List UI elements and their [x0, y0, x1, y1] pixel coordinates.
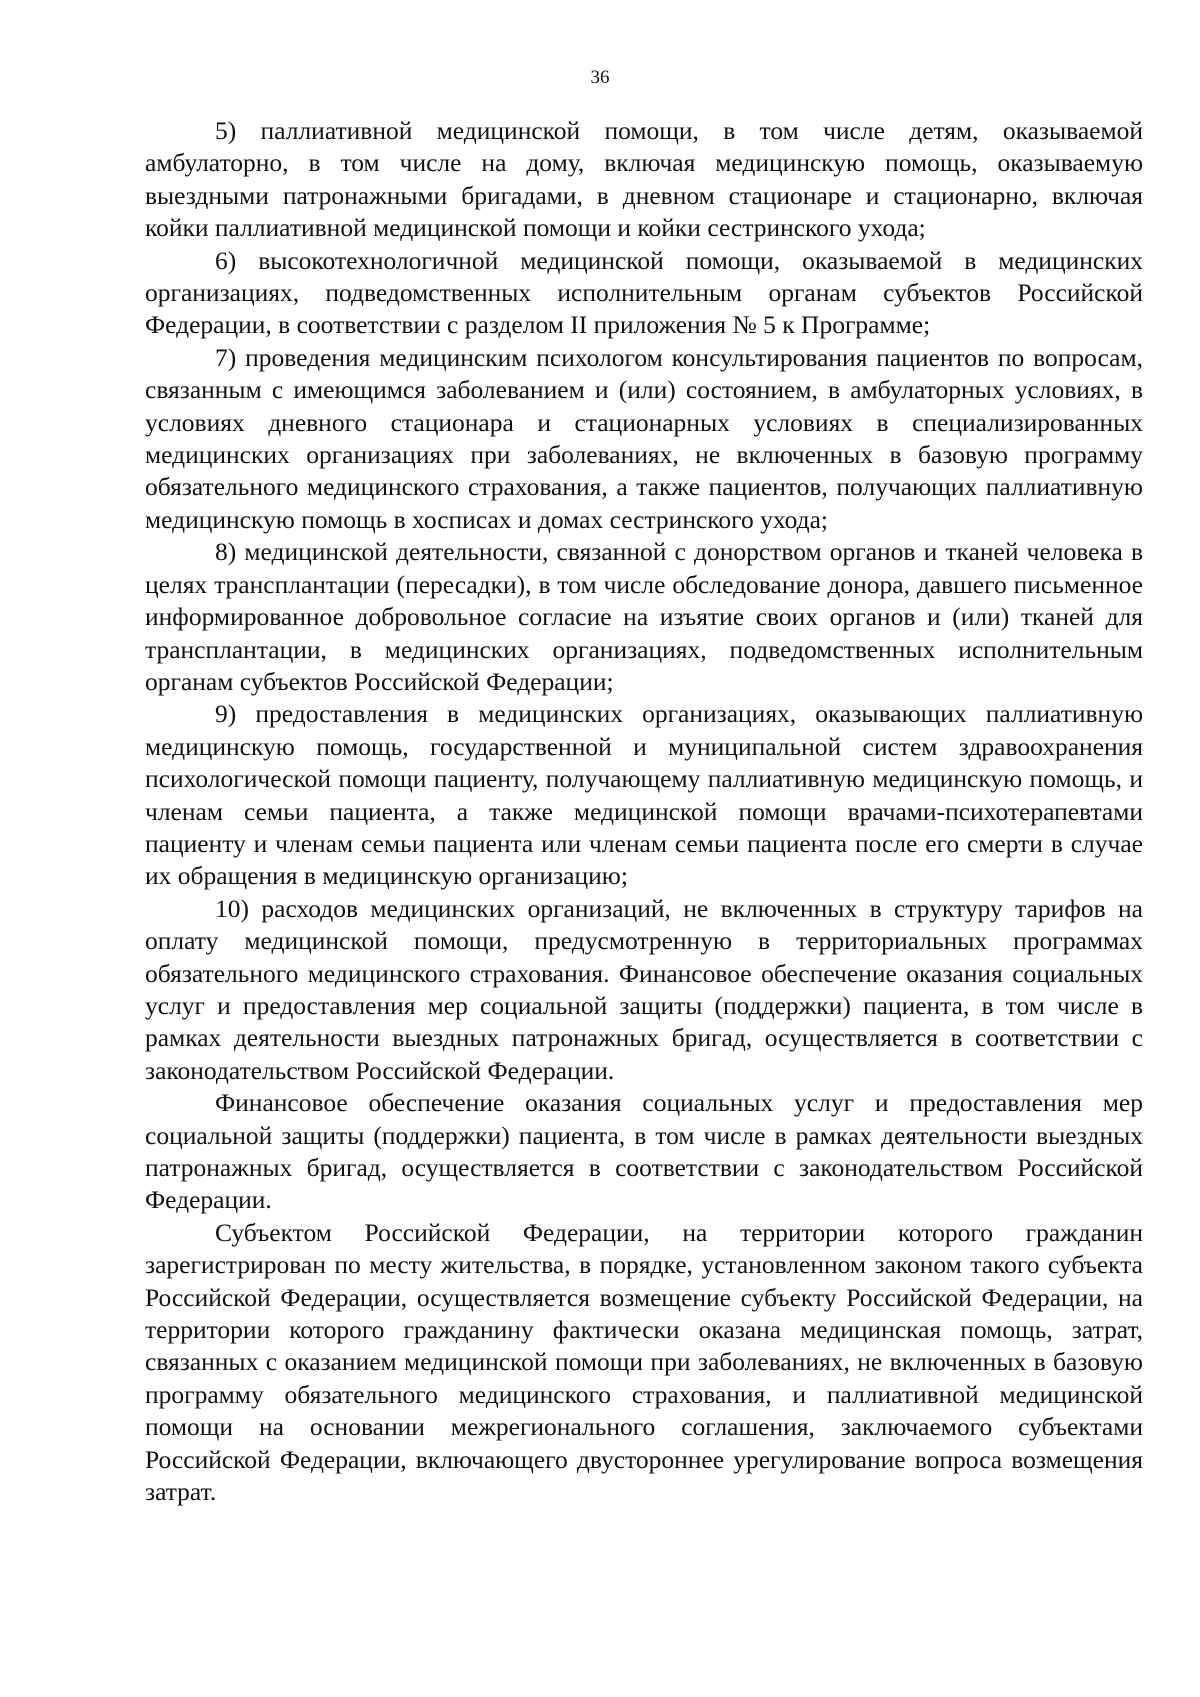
paragraph-item-9: 9) предоставления в медицинских организациях, оказывающих паллиативную медицинскую помощь, государственной и муниципальной систем здравоохранения психологической помощи пациенту, получающему паллиативную медицинскую помощь, и членам семьи пациента, а также медицинской помощи врачами-психотерапевтами пациенту и членам семьи пациента или членам семьи пациента после его смерти в случае их обращения в медицинскую организацию;	[145, 699, 1143, 891]
document-body	[145, 115, 1143, 1508]
paragraph-item-7: 7) проведения медицинским психологом консультирования пациентов по вопросам, связанным с имеющимся заболеванием и (или) состоянием, в амбулаторных условиях, в условиях дневного стационара и стационарных условиях в специализированных медицинских организациях при заболеваниях, не включенных в базовую программу обязательного медицинского страхования, а также пациентов, получающих паллиативную медицинскую помощь в хосписах и домах сестринского ухода;	[145, 342, 1143, 534]
paragraph-reimbursement: Субъектом Российской Федерации, на территории которого гражданин зарегистрирован по месту жительства, в порядке, установленном законом такого субъекта Российской Федерации, осуществляется возмещение субъекту Российской Федерации, на территории которого гражданину фактически оказана медицинская помощь, затрат, связанных с оказанием медицинской помощи при заболеваниях, не включенных в базовую программу обязательного медицинского страхования, и паллиативной медицинской помощи на основании межрегионального соглашения, заключаемого субъектами Российской Федерации, включающего двустороннее урегулирование вопроса возмещения затрат.	[145, 1217, 1143, 1507]
page-number: 36	[590, 67, 610, 88]
paragraph-item-8: 8) медицинской деятельности, связанной с донорством органов и тканей человека в целях трансплантации (пересадки), в том числе обследование донора, давшего письменное информированное добровольное согласие на изъятие своих органов и (или) тканей для трансплантации, в медицинских организациях, подведомственных исполнительным органам субъектов Российской Федерации;	[145, 537, 1143, 696]
paragraph-item-5: 5) паллиативной медицинской помощи, в том числе детям, оказываемой амбулаторно, в том числе на дому, включая медицинскую помощь, оказываемую выездными патронажными бригадами, в дневном стационаре и стационарно, включая койки паллиативной медицинской помощи и койки сестринского ухода;	[145, 116, 1143, 243]
paragraph-item-10: 10) расходов медицинских организаций, не включенных в структуру тарифов на оплату медицинской помощи, предусмотренную в территориальных программах обязательного медицинского страхования. Финансовое обеспечение оказания социальных услуг и предоставления мер социальной защиты (поддержки) пациента, в том числе в рамках деятельности выездных патронажных бригад, осуществляется в соответствии с законодательством Российской Федерации.	[145, 893, 1143, 1085]
paragraph-financing: Финансовое обеспечение оказания социальных услуг и предоставления мер социальной защиты (поддержки) пациента, в том числе в рамках деятельности выездных патронажных бригад, осуществляется в соответствии с законодательством Российской Федерации.	[145, 1088, 1143, 1215]
paragraph-item-6: 6) высокотехнологичной медицинской помощи, оказываемой в медицинских организациях, подведомственных исполнительным органам субъектов Российской Федерации, в соответствии с разделом II приложения № 5 к Программе;	[145, 245, 1143, 340]
